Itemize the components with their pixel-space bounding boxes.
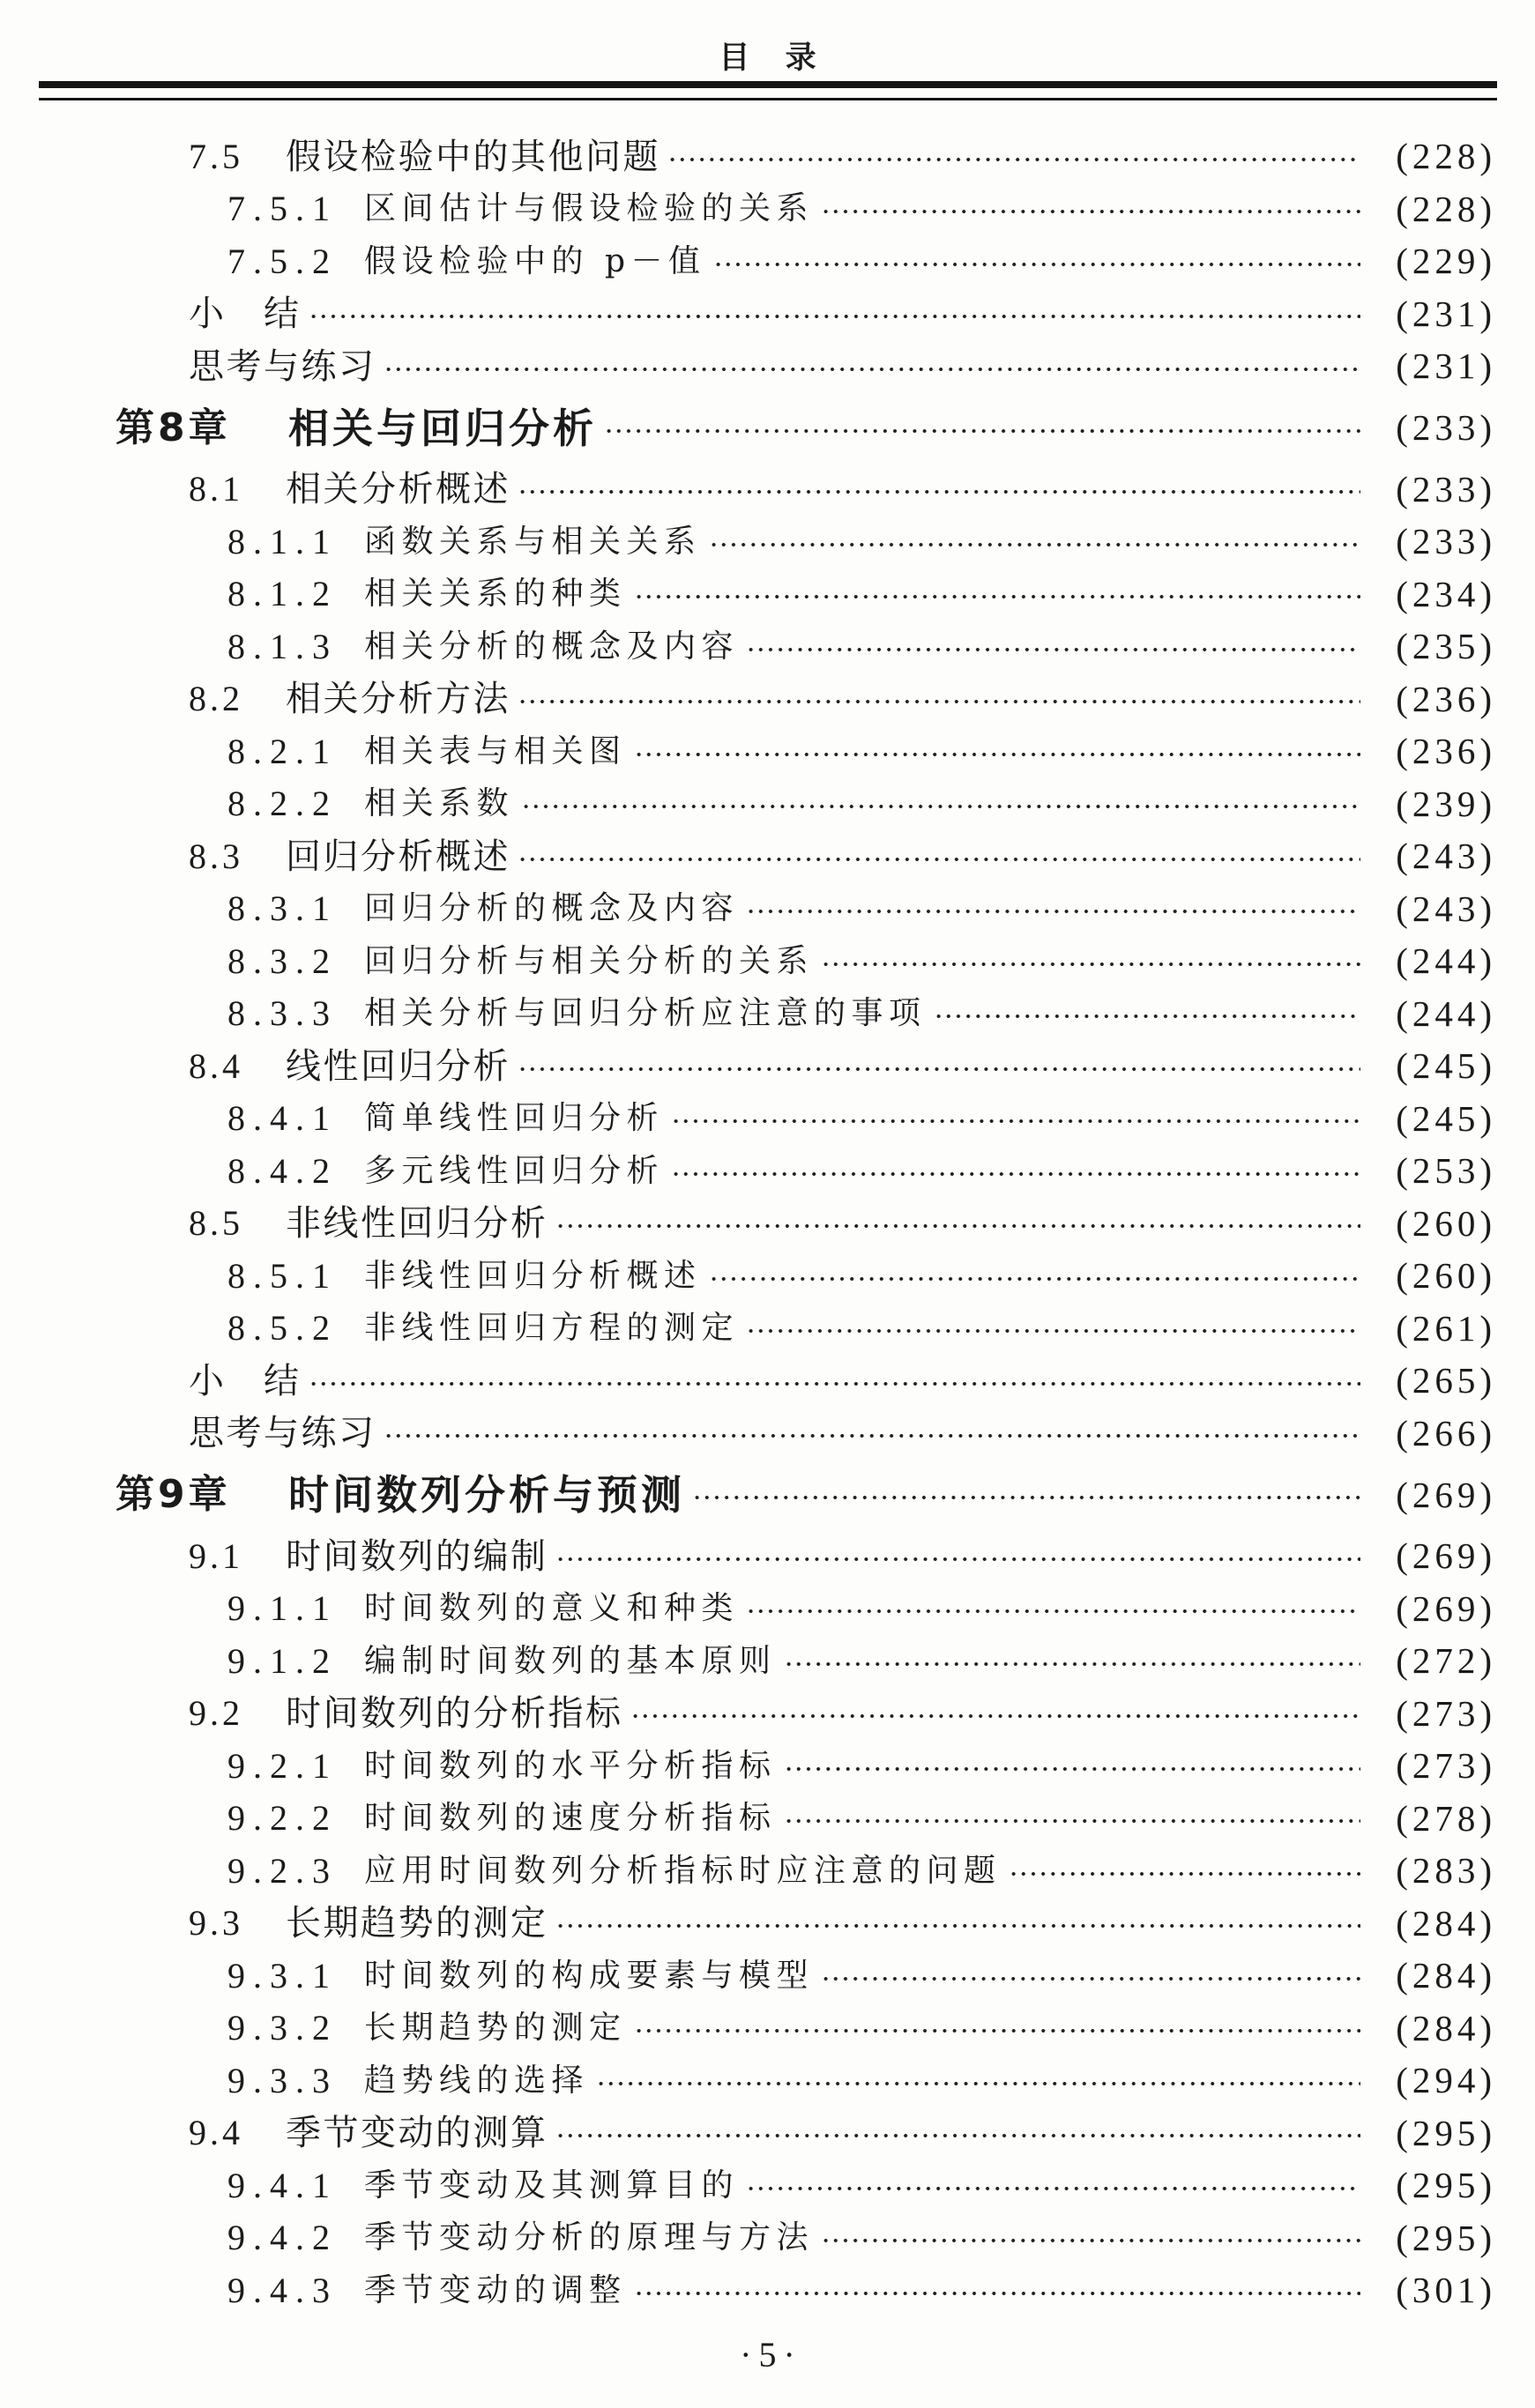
toc-entry-section bbox=[115, 2107, 1496, 2160]
dot-leader bbox=[746, 645, 1360, 654]
dot-leader bbox=[518, 855, 1360, 864]
entry-page-number: (273) bbox=[1396, 1745, 1496, 1787]
toc-entry-subsection bbox=[115, 2055, 1496, 2107]
entry-title: 时间数列分析与预测 bbox=[288, 1471, 685, 1519]
entry-number: 8.2 bbox=[189, 679, 243, 719]
entry-page-number: (284) bbox=[1396, 1955, 1496, 1996]
entry-page-number: (266) bbox=[1396, 1412, 1496, 1453]
dot-leader bbox=[596, 2079, 1360, 2088]
entry-title: 回归分析概述 bbox=[286, 836, 510, 877]
entry-title: 相关系数 bbox=[364, 785, 515, 822]
dot-leader bbox=[692, 1493, 1360, 1502]
entry-title: 时间数列的速度分析指标 bbox=[364, 1800, 777, 1837]
dot-leader bbox=[746, 2184, 1360, 2193]
entry-number: 8.2.1 bbox=[227, 731, 338, 771]
entry-number: 8.1.2 bbox=[227, 574, 338, 614]
dot-leader bbox=[518, 1065, 1360, 1074]
entry-title: 编制时间数列的基本原则 bbox=[364, 1642, 777, 1679]
entry-title: 小 结 bbox=[189, 294, 302, 335]
toc-entry-subsection bbox=[115, 183, 1496, 236]
entry-title: 多元线性回归分析 bbox=[364, 1152, 665, 1189]
entry-title: 相关分析与回归分析应注意的事项 bbox=[364, 995, 927, 1032]
toc-entry-section bbox=[115, 1898, 1496, 1951]
entry-title: 相关表与相关图 bbox=[364, 732, 627, 769]
entry-title: 回归分析的概念及内容 bbox=[364, 890, 740, 927]
entry-page-number: (234) bbox=[1396, 573, 1496, 614]
dot-leader bbox=[934, 1012, 1360, 1021]
entry-number: 9.2.3 bbox=[227, 1850, 338, 1891]
dot-leader bbox=[555, 2131, 1361, 2140]
toc-entry-subsection bbox=[115, 1950, 1496, 2003]
toc-entry-subsection bbox=[115, 1740, 1496, 1793]
entry-title: 季节变动的测算 bbox=[286, 2113, 548, 2154]
entry-page-number: (233) bbox=[1396, 407, 1496, 448]
toc-entry-subsection bbox=[115, 1303, 1496, 1356]
dot-leader bbox=[604, 427, 1360, 435]
entry-number: 9.4 bbox=[189, 2113, 243, 2153]
dot-leader bbox=[821, 207, 1360, 216]
entry-page-number: (245) bbox=[1396, 1045, 1496, 1087]
entry-title: 思考与练习 bbox=[189, 346, 376, 387]
entry-page-number: (301) bbox=[1396, 2270, 1496, 2311]
entry-page-number: (245) bbox=[1396, 1097, 1496, 1139]
dot-leader bbox=[709, 1275, 1360, 1283]
entry-title: 季节变动及其测算目的 bbox=[364, 2166, 740, 2204]
entry-number: 9.2.1 bbox=[227, 1745, 338, 1786]
dot-leader bbox=[634, 2289, 1360, 2298]
toc-entry-subsection bbox=[115, 778, 1496, 831]
entry-page-number: (269) bbox=[1396, 1587, 1496, 1629]
toc-entry-subsection bbox=[115, 988, 1496, 1041]
toc-entry-misc bbox=[115, 288, 1496, 341]
entry-number: 9.4.1 bbox=[227, 2165, 338, 2205]
dot-leader bbox=[521, 802, 1360, 811]
entry-title: 函数关系与相关关系 bbox=[364, 523, 702, 560]
toc-entry-subsection bbox=[115, 883, 1496, 936]
entry-number: 第9章 bbox=[115, 1472, 231, 1517]
entry-page-number: (284) bbox=[1396, 2007, 1496, 2048]
toc-entry-section bbox=[115, 1198, 1496, 1251]
entry-title: 长期趋势的测定 bbox=[286, 1903, 548, 1944]
entry-page-number: (233) bbox=[1396, 468, 1496, 509]
entry-number: 8.4.2 bbox=[227, 1150, 338, 1191]
entry-number: 8.1 bbox=[189, 469, 243, 509]
entry-page-number: (278) bbox=[1396, 1797, 1496, 1839]
entry-title: 长期趋势的测定 bbox=[364, 2010, 627, 2047]
entry-page-number: (269) bbox=[1396, 1474, 1496, 1515]
toc-entry-subsection bbox=[115, 1145, 1496, 1198]
entry-title: 时间数列的意义和种类 bbox=[364, 1590, 740, 1627]
entry-number: 9.2.2 bbox=[227, 1798, 338, 1839]
dot-leader bbox=[634, 592, 1360, 601]
toc-entry-misc bbox=[115, 1355, 1496, 1408]
dot-leader bbox=[309, 312, 1361, 321]
entry-number: 8.5.2 bbox=[227, 1308, 338, 1349]
entry-page-number: (273) bbox=[1396, 1692, 1496, 1734]
entry-number: 8.4.1 bbox=[227, 1098, 338, 1139]
page-header-title: 目 录 bbox=[719, 41, 829, 76]
dot-leader bbox=[518, 487, 1360, 496]
entry-title: 区间估计与假设检验的关系 bbox=[364, 190, 815, 227]
entry-page-number: (236) bbox=[1396, 678, 1496, 719]
entry-number: 7.5.1 bbox=[227, 189, 338, 229]
dot-leader bbox=[630, 1712, 1361, 1721]
toc-entry-subsection bbox=[115, 725, 1496, 778]
entry-number: 8.3.1 bbox=[227, 888, 338, 929]
dot-leader bbox=[713, 260, 1361, 269]
toc-entry-section bbox=[115, 130, 1496, 183]
entry-page-number: (261) bbox=[1396, 1307, 1496, 1349]
toc-entry-subsection bbox=[115, 621, 1496, 673]
toc-entry-subsection bbox=[115, 1793, 1496, 1846]
entry-number: 9.1 bbox=[189, 1535, 243, 1576]
dot-leader bbox=[746, 1327, 1360, 1335]
entry-title: 相关与回归分析 bbox=[288, 404, 597, 452]
entry-page-number: (260) bbox=[1396, 1255, 1496, 1297]
entry-page-number: (295) bbox=[1396, 2112, 1496, 2153]
toc-entry-section bbox=[115, 464, 1496, 517]
toc-entry-subsection bbox=[115, 935, 1496, 988]
toc-entry-misc bbox=[115, 1408, 1496, 1460]
toc-entry-subsection bbox=[115, 1093, 1496, 1146]
entry-page-number: (244) bbox=[1396, 992, 1496, 1034]
toc-entry-subsection bbox=[115, 2003, 1496, 2055]
dot-leader bbox=[821, 1974, 1360, 1983]
entry-page-number: (231) bbox=[1396, 346, 1496, 387]
entry-number: 第8章 bbox=[115, 405, 231, 450]
header-rule-thick bbox=[39, 81, 1497, 88]
entry-title: 季节变动分析的原理与方法 bbox=[364, 2219, 815, 2256]
entry-page-number: (283) bbox=[1396, 1850, 1496, 1891]
dot-leader bbox=[309, 1379, 1361, 1388]
dot-leader bbox=[555, 1555, 1361, 1564]
toc-entry-subsection bbox=[115, 1250, 1496, 1303]
entry-number: 8.1.1 bbox=[227, 521, 338, 561]
toc-entry-subsection bbox=[115, 235, 1496, 288]
entry-title: 假设检验中的 p－值 bbox=[364, 242, 706, 279]
entry-page-number: (294) bbox=[1396, 2060, 1496, 2101]
dot-leader bbox=[671, 1117, 1360, 1126]
toc-entry-section bbox=[115, 1040, 1496, 1093]
page-number: ·5· bbox=[740, 2335, 802, 2375]
toc-entry-subsection bbox=[115, 1583, 1496, 1636]
entry-title: 回归分析与相关分析的关系 bbox=[364, 942, 815, 979]
entry-page-number: (295) bbox=[1396, 2165, 1496, 2206]
entry-page-number: (235) bbox=[1396, 626, 1496, 667]
entry-number: 8.5 bbox=[189, 1203, 243, 1244]
entry-title: 时间数列的水平分析指标 bbox=[364, 1747, 777, 1784]
entry-number: 9.3.3 bbox=[227, 2060, 338, 2100]
entry-page-number: (243) bbox=[1396, 836, 1496, 877]
entry-number: 7.5 bbox=[189, 136, 243, 176]
toc-entry-misc bbox=[115, 340, 1496, 393]
entry-title: 非线性回归分析概述 bbox=[364, 1257, 702, 1294]
dot-leader bbox=[634, 2026, 1360, 2035]
entry-title: 季节变动的调整 bbox=[364, 2271, 627, 2308]
toc-entry-subsection bbox=[115, 1845, 1496, 1898]
entry-title: 非线性回归方程的测定 bbox=[364, 1310, 740, 1347]
entry-title: 相关分析概述 bbox=[286, 469, 510, 510]
toc-entry-chapter bbox=[115, 393, 1496, 464]
toc-entry-subsection bbox=[115, 1635, 1496, 1688]
dot-leader bbox=[784, 1765, 1360, 1773]
entry-number: 7.5.2 bbox=[227, 241, 338, 281]
entry-page-number: (228) bbox=[1396, 188, 1496, 229]
entry-number: 9.4.2 bbox=[227, 2218, 338, 2258]
entry-page-number: (260) bbox=[1396, 1202, 1496, 1244]
dot-leader bbox=[821, 960, 1360, 969]
entry-title: 应用时间数列分析指标时应注意的问题 bbox=[364, 1852, 1002, 1889]
entry-page-number: (272) bbox=[1396, 1640, 1496, 1682]
entry-page-number: (229) bbox=[1396, 241, 1496, 282]
entry-page-number: (265) bbox=[1396, 1360, 1496, 1401]
entry-title: 时间数列的编制 bbox=[286, 1535, 548, 1577]
dot-leader bbox=[671, 1170, 1360, 1178]
entry-page-number: (269) bbox=[1396, 1535, 1496, 1577]
entry-page-number: (243) bbox=[1396, 888, 1496, 929]
toc-entry-section bbox=[115, 1688, 1496, 1741]
entry-page-number: (253) bbox=[1396, 1150, 1496, 1192]
entry-title: 相关分析方法 bbox=[286, 679, 510, 720]
toc-entry-section bbox=[115, 830, 1496, 883]
entry-page-number: (236) bbox=[1396, 731, 1496, 772]
entry-page-number: (295) bbox=[1396, 2217, 1496, 2258]
entry-title: 相关分析的概念及内容 bbox=[364, 628, 740, 665]
dot-leader bbox=[709, 540, 1360, 549]
entry-number: 9.3.2 bbox=[227, 2008, 338, 2048]
dot-leader bbox=[384, 1431, 1361, 1440]
header-rule-thin bbox=[39, 98, 1497, 100]
entry-number: 9.1.1 bbox=[227, 1588, 338, 1629]
entry-title: 时间数列的分析指标 bbox=[286, 1693, 623, 1735]
entry-number: 9.2 bbox=[189, 1693, 243, 1734]
dot-leader bbox=[746, 1607, 1360, 1616]
toc-entry-subsection bbox=[115, 2212, 1496, 2265]
dot-leader bbox=[384, 365, 1361, 374]
dot-leader bbox=[1009, 1869, 1360, 1878]
dot-leader bbox=[821, 2236, 1360, 2245]
entry-page-number: (228) bbox=[1396, 136, 1496, 177]
toc-entry-section bbox=[115, 673, 1496, 726]
dot-leader bbox=[518, 697, 1360, 706]
dot-leader bbox=[784, 1660, 1360, 1669]
table-of-contents bbox=[115, 130, 1496, 2317]
entry-page-number: (244) bbox=[1396, 940, 1496, 982]
entry-number: 8.2.2 bbox=[227, 784, 338, 824]
entry-number: 8.3 bbox=[189, 836, 243, 876]
entry-title: 思考与练习 bbox=[189, 1413, 376, 1454]
entry-title: 趋势线的选择 bbox=[364, 2062, 590, 2099]
entry-title: 相关关系的种类 bbox=[364, 576, 627, 613]
entry-number: 8.5.1 bbox=[227, 1255, 338, 1296]
toc-entry-subsection bbox=[115, 2264, 1496, 2317]
entry-page-number: (233) bbox=[1396, 521, 1496, 562]
entry-number: 9.3.1 bbox=[227, 1955, 338, 1996]
entry-number: 8.1.3 bbox=[227, 626, 338, 666]
entry-title: 时间数列的构成要素与模型 bbox=[364, 1957, 815, 1994]
entry-title: 小 结 bbox=[189, 1360, 302, 1401]
dot-leader bbox=[555, 1921, 1361, 1930]
entry-number: 9.3 bbox=[189, 1903, 243, 1943]
entry-title: 线性回归分析 bbox=[286, 1045, 510, 1087]
entry-page-number: (239) bbox=[1396, 783, 1496, 824]
entry-number: 9.4.3 bbox=[227, 2270, 338, 2310]
toc-entry-subsection bbox=[115, 569, 1496, 621]
entry-page-number: (231) bbox=[1396, 293, 1496, 334]
toc-entry-section bbox=[115, 1530, 1496, 1583]
dot-leader bbox=[746, 907, 1360, 916]
dot-leader bbox=[784, 1817, 1360, 1825]
dot-leader bbox=[667, 155, 1360, 164]
entry-number: 9.1.2 bbox=[227, 1640, 338, 1681]
dot-leader bbox=[555, 1222, 1361, 1230]
dot-leader bbox=[634, 750, 1360, 759]
toc-entry-subsection bbox=[115, 2159, 1496, 2212]
entry-title: 简单线性回归分析 bbox=[364, 1100, 665, 1137]
entry-page-number: (284) bbox=[1396, 1902, 1496, 1943]
entry-title: 非线性回归分析 bbox=[286, 1203, 548, 1245]
entry-number: 8.3.3 bbox=[227, 993, 338, 1034]
entry-title: 假设检验中的其他问题 bbox=[286, 136, 660, 177]
toc-entry-subsection bbox=[115, 516, 1496, 569]
toc-entry-chapter bbox=[115, 1460, 1496, 1530]
entry-number: 8.4 bbox=[189, 1045, 243, 1086]
entry-number: 8.3.2 bbox=[227, 940, 338, 981]
